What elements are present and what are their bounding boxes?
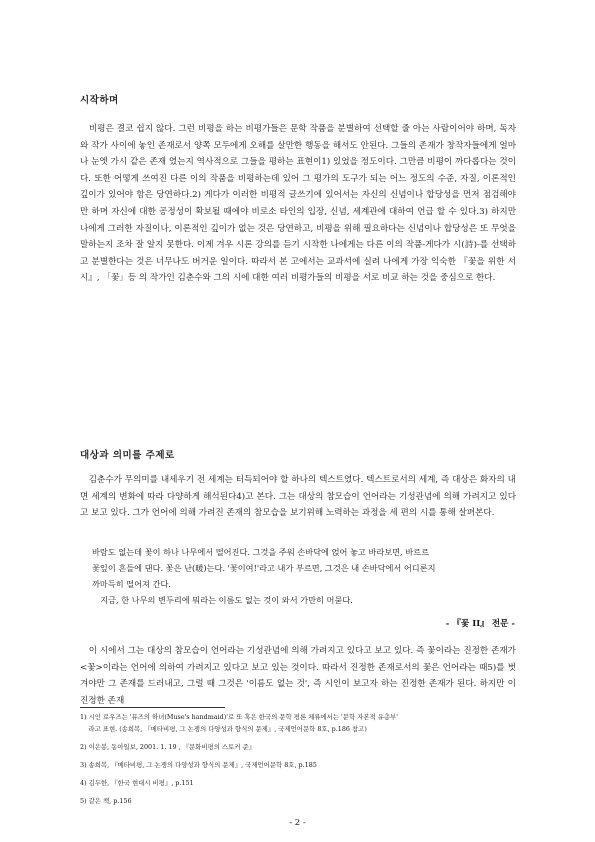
footnote: 3) 송희복, 『메타비평, 그 논쟁의 다양성과 향식의 문제』, 국제언어문학 8호, p.185 — [80, 761, 317, 769]
poem-source: - 『꽃 II』 전문 - — [445, 619, 515, 629]
poem-line: 바람도 없는데 꽃이 하나 나무에서 떨어진다. 그것을 주워 손바닥에 얹어 놓고 바라보면, 바르르 — [92, 547, 429, 557]
footnote: 4) 김두한, 『한국 현대시 비평』, p.151 — [80, 779, 194, 787]
section-heading-intro: 시작하며 — [80, 95, 119, 106]
section-heading-object-meaning: 대상과 의미를 주제로 — [80, 450, 175, 461]
analysis-paragraph: 이 시에서 그는 대상의 참모습이 언어라는 기성관념에 의해 가려지고 있다고 보고 있다. 즉 꽃이라는 진정한 존재가 <꽃>이라는 언어에 의하여 가려지고 있다고 보고 있는 것이다. 따라서 진정한 존재로서의 꽃은 언어라는 때5)를 벗겨야만 그 존재를 드러내고, 그럴 때 그것은 '이름도 없는 것', 즉 시인이 보고자 하는 진정한 존재가 된다. 하지만 이 진정한 존재 — [80, 646, 516, 706]
poem-line: 꽃잎이 흔들에 댄다. 꽃은 난(暖)는다. '꽃이여!'라고 내가 부르면, 그것은 내 손바닥에서 어디론지 — [92, 563, 436, 573]
poem-line: 까마득히 떨어져 간다. — [92, 579, 171, 589]
footnote: 2) 이은봉, 동아일보, 2001. 1. 19 , 『문화비평의 스토커 준』 — [80, 743, 256, 751]
footnote: 라고 표현. (송희복, 『메타비평, 그 논쟁의 다양성과 향식의 문제』, 국제언어문학 8호, p.186 참고) — [80, 725, 367, 733]
page-number: - 2 - — [289, 818, 306, 828]
poem-line: 지금, 한 나무의 변두리에 뭐라는 이름도 없는 것이 와서 가만히 머묻다. — [92, 595, 353, 605]
object-meaning-paragraph: 김춘수가 무의미를 내세우기 전 세계는 터득되어야 할 하나의 텍스트였다. 텍스트로서의 세계, 즉 대상은 화자의 내면 세계의 변화에 따라 다양하게 해석된다4)고 본다. 그는 대상의 참모습이 언어라는 기성관념에 의해 가려지고 있다고 보고 있다. 그가 언어에 의해 가려진 존재의 참모습을 보기위해 노력하는 과정을 세 편의 시를 통해 살펴본다. — [80, 475, 516, 519]
footnote: 1) 시인 로우즈는 '뮤즈의 하녀(Muse's handmaid)'로 또 혹은 한국의 문학 평론 체류에서는 '문학 자본적 유층부' — [80, 713, 398, 721]
footnote: 5) 같은 책, p.156 — [80, 797, 132, 805]
footnote-divider — [80, 707, 225, 708]
intro-paragraph: 비평은 결코 쉽지 않다. 그런 비평을 하는 비평가들은 문학 작품을 분별하여 선택할 줄 아는 사람이어야 하며, 독자와 작가 사이에 놓인 존재로서 양쪽 모두에게 오해를 살만한 행동을 해서도 안된다. 그들의 존재가 창작자들에게 얼마나 눈엣 가시 같은 존재 였는지 역사적으로 그들을 평하는 표현이1) 있었을 정도이다. 그만큼 비평이 까다롭다는 것이다. 또한 어떻게 쓰여진 다른 이의 작품을 비평하는데 있어 그 평가의 도구가 되는 어느 정도의 수준, 자질, 이론적인 깊이가 있어야 함은 당연하다.2) 게다가 이러한 비평적 글쓰기에 있어서는 자신의 신념이나 합당성을 먼저 점검해야만 하며 자신에 대한 공정성이 확보될 때에야 비로소 타인의 입장, 신념, 세계관에 대하여 언급 할 수 있다.3) 하지만 나에게 그러한 자질이나, 이론적인 깊이가 없는 것은 당연하고, 비평을 위해 필요하다는 신념이나 합당성은 또 무엇을 말하는지 조차 잘 알지 못한다. 이제 겨우 시론 강의를 듣기 시작한 나에게는 다른 이의 작품-게다가 시(詩)-를 선택하고 분별한다는 것은 너무나도 버거운 일이다. 따라서 본 고에서는 교과서에 실려 나에게 가장 익숙한 『꽃을 위한 서시』, 「꽃」등 의 작가인 김춘수와 그의 시에 대한 여러 비평가들의 비평을 서로 비교 하는 것을 중심으로 한다. — [80, 124, 516, 284]
